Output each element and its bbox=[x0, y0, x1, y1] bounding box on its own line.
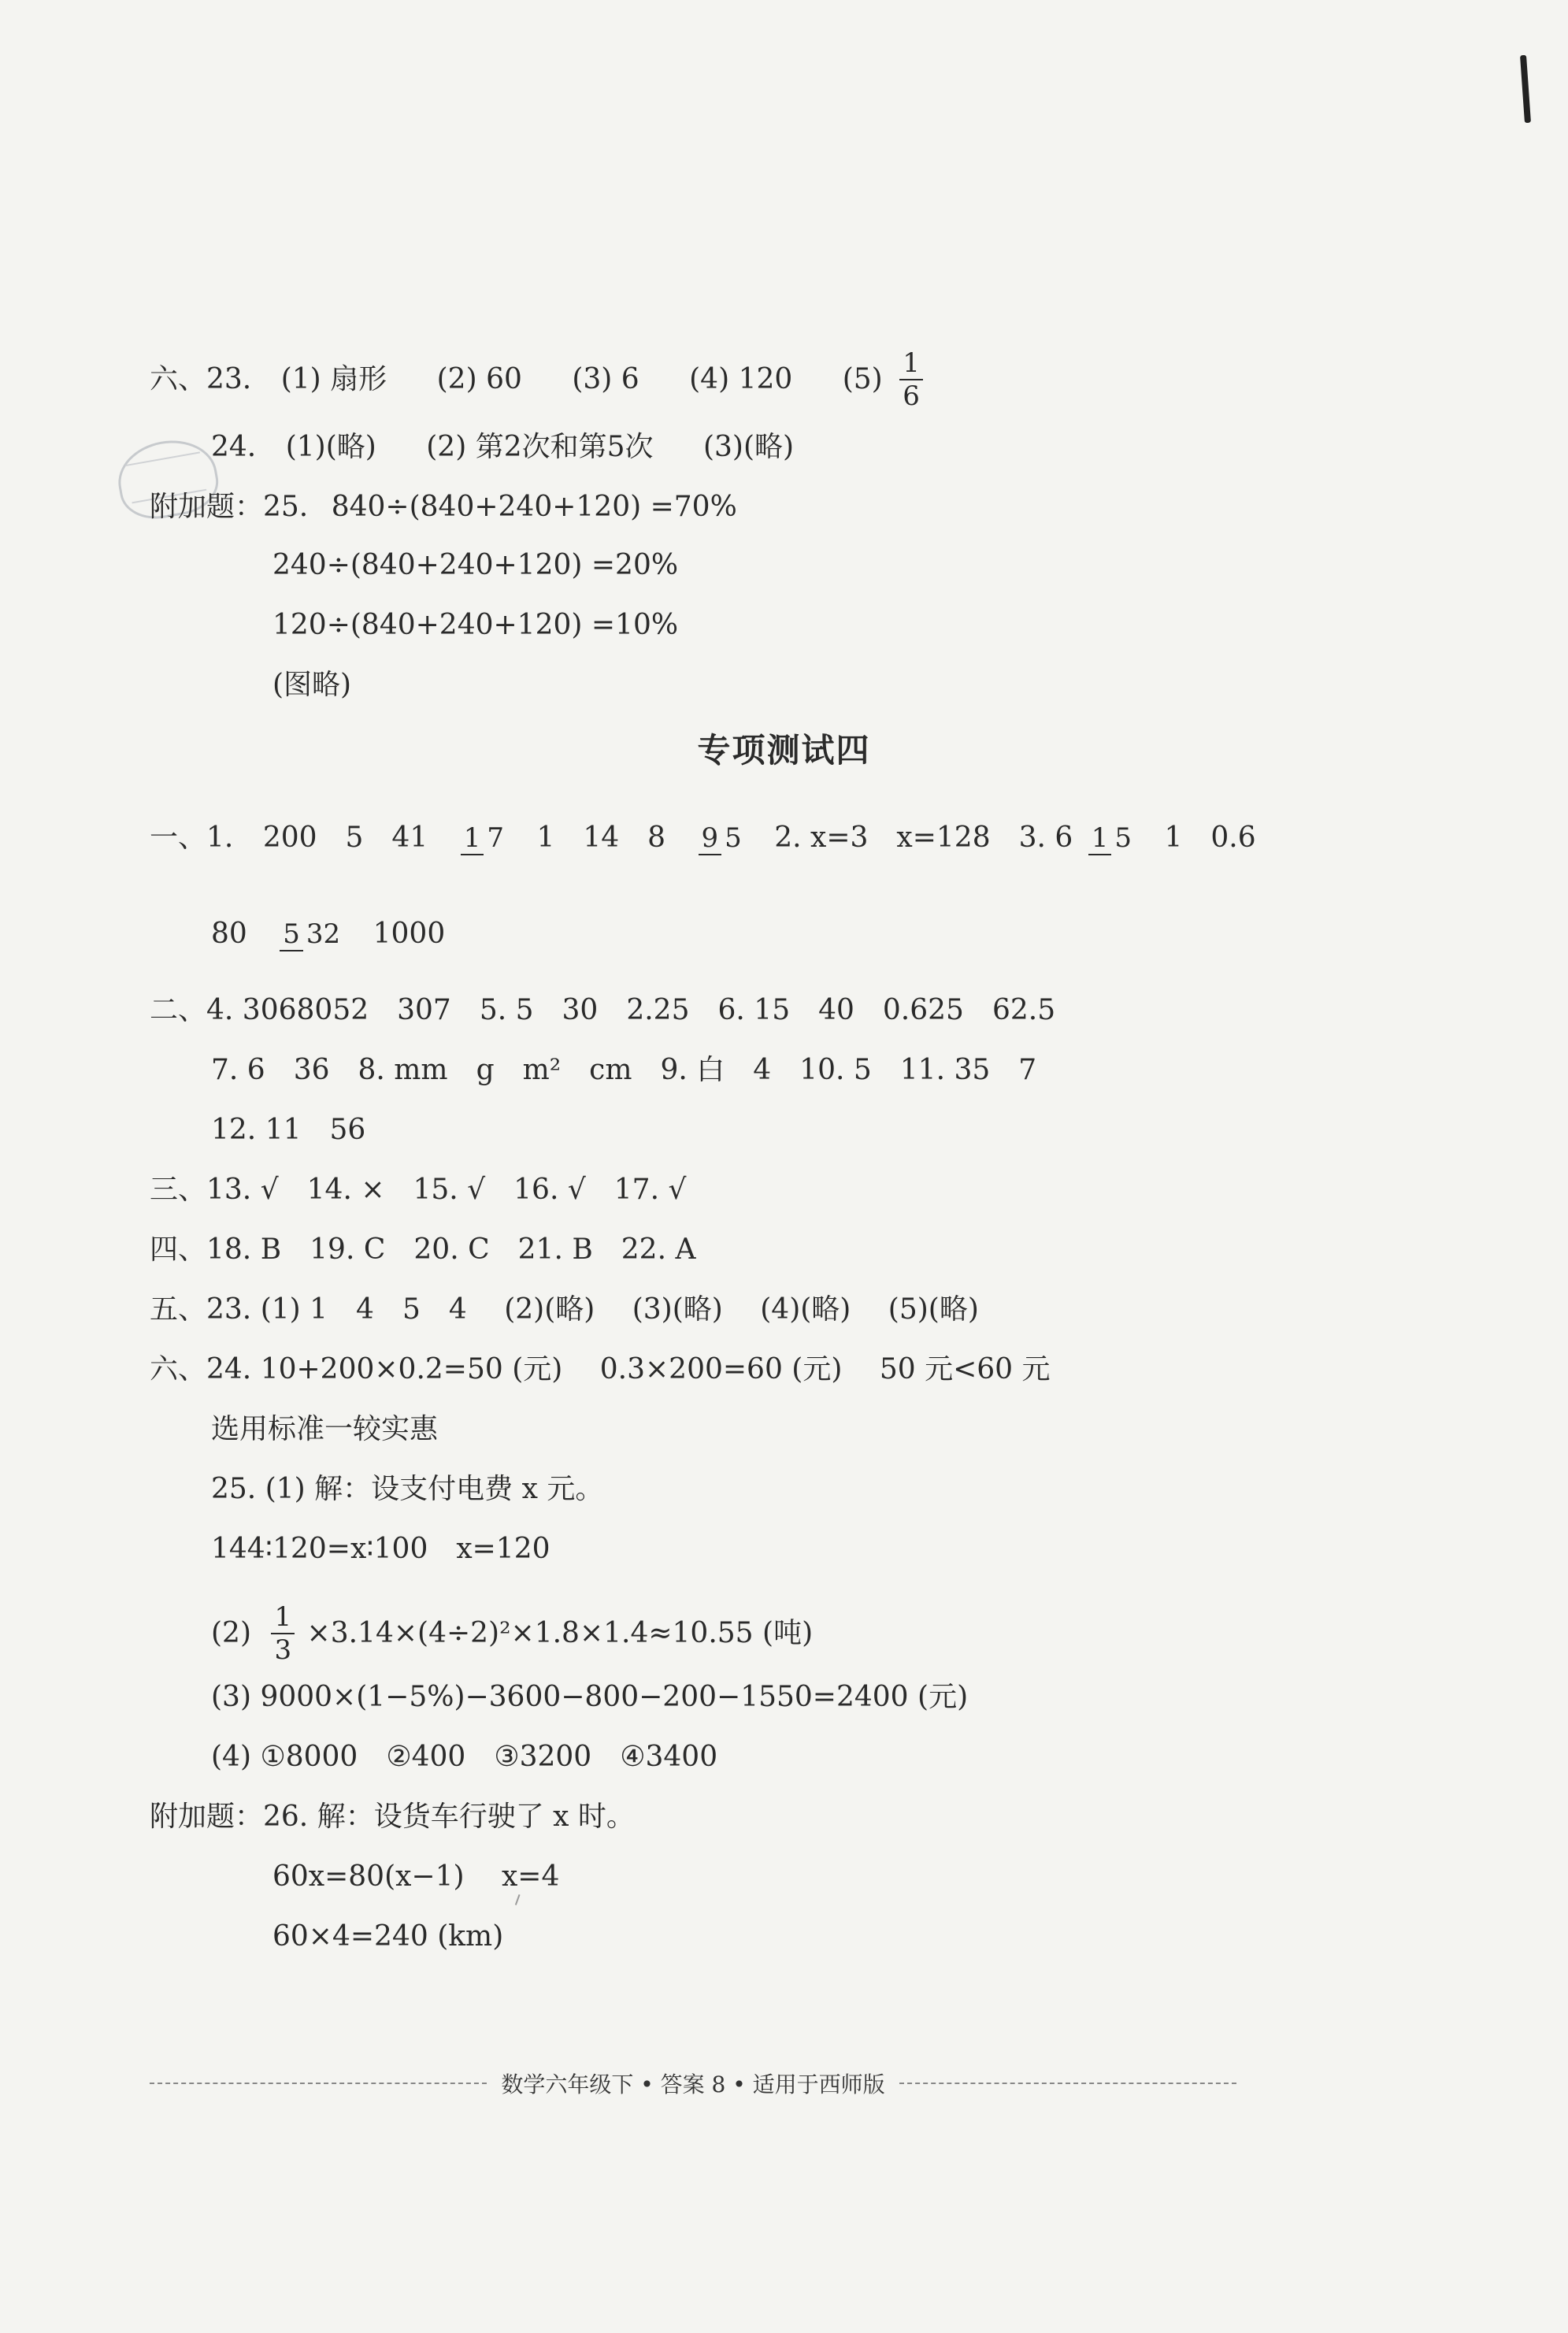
corner-ink-mark bbox=[1520, 55, 1531, 123]
q23-fraction: $\frac{1}{6}$ bbox=[899, 347, 923, 412]
bonus25-calc-1: 840÷(840+240+120) =70% bbox=[331, 491, 737, 523]
s3-line: 三、13. √ 14. × 15. √ 16. √ 17. √ bbox=[150, 1174, 687, 1206]
s6-line7: (4) ①8000 ②400 ③3200 ④3400 bbox=[211, 1741, 718, 1773]
footer-dashed-rule-right bbox=[899, 2083, 1236, 2084]
bonus26-line2: 60x=80(x−1) x=4 bbox=[272, 1860, 560, 1893]
q23-number: 六、23. bbox=[150, 363, 252, 395]
s2-line2: 7. 6 36 8. mm g m² cm 9. 白 4 10. 5 11. 35 7 bbox=[211, 1054, 1037, 1086]
q24-line bbox=[211, 428, 794, 463]
s1-fraction-2: 9 5 bbox=[699, 822, 745, 854]
s6-line6: (3) 9000×(1−5%)−3600−800−200−1550=2400 (元) bbox=[211, 1681, 969, 1713]
s6-fraction: $\frac{1}{3}$ bbox=[271, 1601, 295, 1666]
s6-line3: 25. (1) 解：设支付电费 x 元。 bbox=[211, 1473, 604, 1505]
section-title: 专项测试四 bbox=[697, 731, 871, 770]
q23-line bbox=[150, 347, 926, 412]
s1-fraction-1: 1 7 bbox=[461, 822, 507, 854]
s6-line4: 144∶120=x∶100 x=120 bbox=[211, 1533, 550, 1565]
s5-line: 五、23. (1) 1 4 5 4 (2)(略) (3)(略) (4)(略) (5)(略) bbox=[150, 1293, 979, 1326]
q24-number: 24. bbox=[211, 431, 257, 463]
s1-line1 bbox=[150, 819, 1256, 854]
q23-answer-2: (2) 60 bbox=[436, 363, 522, 395]
q23-answer-5-label: (5) bbox=[842, 363, 883, 395]
s1-fraction-4: 5 32 bbox=[280, 918, 343, 950]
s6-q25-2-calc: ×3.14×(4÷2)²×1.8×1.4≈10.55 (吨) bbox=[306, 1617, 814, 1649]
bonus26-line3: 60×4=240 (km) bbox=[272, 1920, 504, 1953]
bonus25-line3: 120÷(840+240+120) =10% bbox=[272, 609, 679, 641]
s4-line: 四、18. B 19. C 20. C 21. B 22. A bbox=[150, 1233, 696, 1266]
s1-values-b: 1 14 8 bbox=[536, 822, 666, 854]
s1-values-f: 1000 bbox=[373, 918, 446, 950]
pencil-tick-mark bbox=[515, 1894, 525, 1907]
footer-dashed-rule-left bbox=[150, 2083, 487, 2084]
s2-line3: 12. 11 56 bbox=[211, 1114, 366, 1146]
s1-line2 bbox=[211, 915, 445, 950]
s1-values-c: 2. x=3 x=128 3. 6 bbox=[774, 822, 1073, 854]
s1-fraction-3: 1 5 bbox=[1088, 822, 1135, 854]
s6-line5 bbox=[211, 1601, 814, 1666]
s6-line2: 选用标准一较实惠 bbox=[211, 1413, 439, 1445]
footer-text: 数学六年级下 • 答案 8 • 适用于西师版 bbox=[501, 2072, 885, 2097]
q23-answer-4: (4) 120 bbox=[689, 363, 793, 395]
bonus26-line1: 附加题：26. 解：设货车行驶了 x 时。 bbox=[150, 1801, 635, 1833]
s1-values-a: 200 5 41 bbox=[262, 822, 428, 854]
s1-values-d: 1 0.6 bbox=[1164, 822, 1256, 854]
s6-q25-2-label: (2) bbox=[211, 1617, 251, 1649]
q24-answer-2: (2) 第2次和第5次 bbox=[426, 431, 654, 463]
s6-line1: 六、24. 10+200×0.2=50 (元) 0.3×200=60 (元) 50 元<60 元 bbox=[150, 1353, 1051, 1385]
bonus25-line1 bbox=[150, 488, 737, 523]
s1-number: 一、1. bbox=[150, 822, 234, 854]
s1-values-e: 80 bbox=[211, 918, 247, 950]
q24-answer-1: (1)(略) bbox=[285, 431, 376, 463]
bonus25-line2: 240÷(840+240+120) =20% bbox=[272, 549, 679, 581]
q24-answer-3: (3)(略) bbox=[702, 431, 795, 463]
q23-answer-1: (1) 扇形 bbox=[280, 363, 387, 395]
bonus25-number: 附加题：25. bbox=[150, 491, 309, 523]
q23-answer-3: (3) 6 bbox=[572, 363, 639, 395]
page-footer bbox=[150, 2068, 1236, 2099]
bonus25-line4: (图略) bbox=[272, 669, 352, 701]
s2-line1: 二、4. 3068052 307 5. 5 30 2.25 6. 15 40 0.625 62.5 bbox=[150, 994, 1056, 1026]
